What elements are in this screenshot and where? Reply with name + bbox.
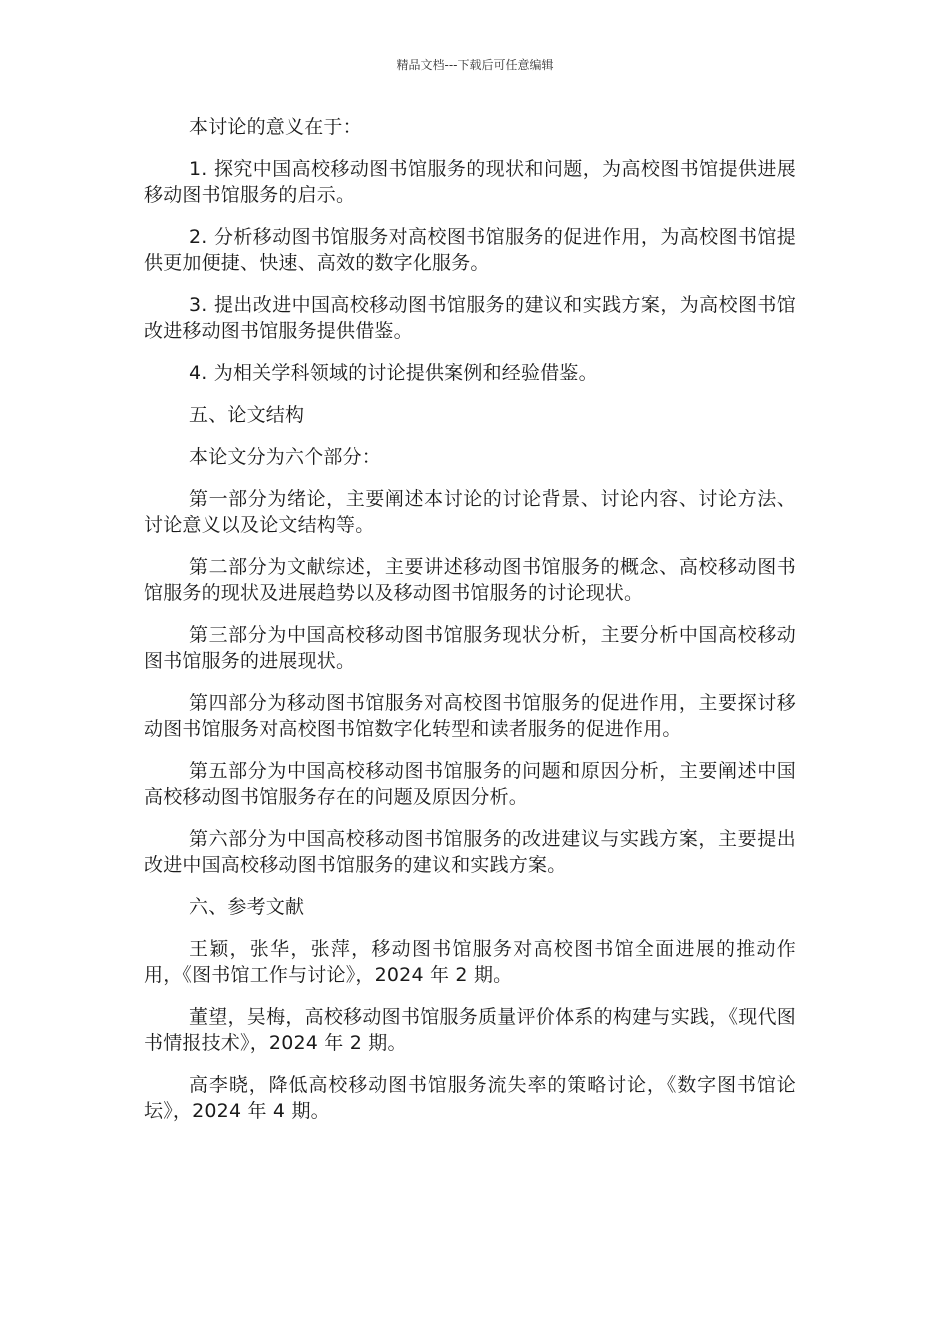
reference-item: 董望，吴梅，高校移动图书馆服务质量评价体系的构建与实践，《现代图书情报技术》，2024 年 2 期。 <box>144 1006 796 1054</box>
paragraph-part-6: 第六部分为中国高校移动图书馆服务的改进建议与实践方案，主要提出改进中国高校移动图书馆服务的建议和实践方案。 <box>144 828 796 876</box>
page-header: 精品文档---下载后可任意编辑 <box>396 58 554 72</box>
paragraph-part-1: 第一部分为绪论，主要阐述本讨论的讨论背景、讨论内容、讨论方法、讨论意义以及论文结构等。 <box>144 488 796 536</box>
paragraph-part-5: 第五部分为中国高校移动图书馆服务的问题和原因分析，主要阐述中国高校移动图书馆服务存在的问题及原因分析。 <box>144 760 796 808</box>
paragraph-significance-2: 2. 分析移动图书馆服务对高校图书馆服务的促进作用，为高校图书馆提供更加便捷、快速、高效的数字化服务。 <box>144 226 796 274</box>
paragraph-significance-4: 4. 为相关学科领域的讨论提供案例和经验借鉴。 <box>189 362 598 384</box>
paragraph-significance-3: 3. 提出改进中国高校移动图书馆服务的建议和实践方案，为高校图书馆改进移动图书馆服务提供借鉴。 <box>144 294 796 342</box>
paragraph-part-2: 第二部分为文献综述，主要讲述移动图书馆服务的概念、高校移动图书馆服务的现状及进展趋势以及移动图书馆服务的讨论现状。 <box>144 556 796 604</box>
document-body <box>144 114 796 1140</box>
section-heading-references: 六、参考文献 <box>189 896 305 918</box>
paragraph-part-4: 第四部分为移动图书馆服务对高校图书馆服务的促进作用，主要探讨移动图书馆服务对高校图书馆数字化转型和读者服务的促进作用。 <box>144 692 796 740</box>
reference-item: 高李晓，降低高校移动图书馆服务流失率的策略讨论，《数字图书馆论坛》，2024 年 4 期。 <box>144 1074 796 1122</box>
paragraph-significance-intro: 本讨论的意义在于： <box>189 116 362 138</box>
reference-item: 王颖，张华，张萍，移动图书馆服务对高校图书馆全面进展的推动作用，《图书馆工作与讨论》，2024 年 2 期。 <box>144 938 796 986</box>
paragraph-structure-intro: 本论文分为六个部分： <box>189 446 382 468</box>
paragraph-significance-1: 1. 探究中国高校移动图书馆服务的现状和问题，为高校图书馆提供进展移动图书馆服务的启示。 <box>144 158 796 206</box>
section-heading-structure: 五、论文结构 <box>189 404 305 426</box>
paragraph-part-3: 第三部分为中国高校移动图书馆服务现状分析，主要分析中国高校移动图书馆服务的进展现状。 <box>144 624 796 672</box>
